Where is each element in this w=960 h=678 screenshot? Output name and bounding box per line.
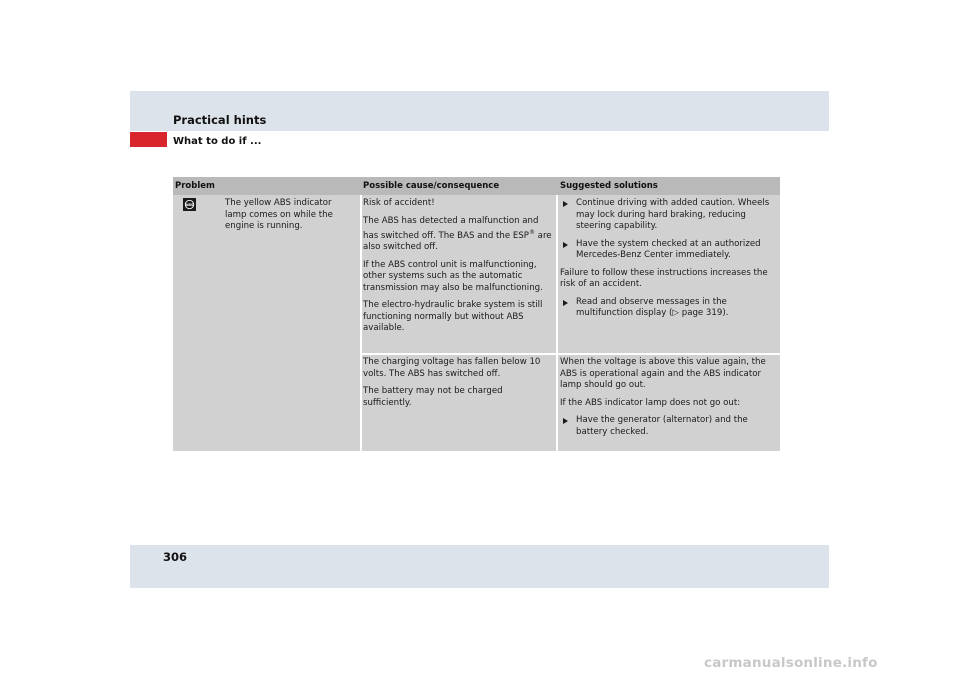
cause-warning: Risk of accident!: [363, 198, 435, 208]
svg-text:ABS: ABS: [185, 203, 194, 208]
section-marker: [130, 132, 167, 147]
solution-step: Continue driving with added caution. Wheels may lock during hard braking, reducing steering capability.: [560, 198, 778, 233]
footer-band: [130, 545, 829, 588]
solution-cell-1: [560, 198, 778, 326]
page-number: 306: [163, 550, 188, 564]
abs-warning-icon: [183, 198, 196, 211]
cause-text: The battery may not be charged sufficiently.: [363, 386, 503, 408]
section-title: Practical hints: [173, 113, 267, 127]
cause-text: The charging voltage has fallen below 10 volts. The ABS has switched off.: [363, 357, 541, 379]
column-header-solutions: Suggested solutions: [560, 181, 658, 191]
cause-cell-2: [363, 357, 548, 415]
column-header-problem: Problem: [175, 181, 215, 191]
solution-text: When the voltage is above this value again, the ABS is operational again and the ABS indicator lamp should go out.: [560, 357, 766, 390]
solution-step: Have the generator (alternator) and the battery checked.: [560, 415, 778, 438]
row-divider: [362, 353, 780, 355]
column-divider: [556, 195, 558, 451]
solution-step: Read and observe messages in the multifunction display (▷ page 319).: [560, 297, 778, 320]
watermark: carmanualsonline.info: [704, 655, 878, 671]
table-header-row: [173, 177, 780, 195]
bullet-arrow-icon: [563, 242, 568, 248]
cause-text: The ABS has detected a malfunction and has switched off. The BAS and the ESP® are also switched off.: [363, 215, 552, 253]
solution-step: Have the system checked at an authorized Mercedes-Benz Center immediately.: [560, 239, 778, 262]
bullet-arrow-icon: [563, 300, 568, 306]
cause-cell-1: [363, 198, 555, 341]
column-header-cause: Possible cause/consequence: [363, 181, 500, 191]
cause-text: If the ABS control unit is malfunctioning, other systems such as the automatic transmission may also be malfunctioning.: [363, 259, 543, 293]
problem-text: The yellow ABS indicator lamp comes on while the engine is running.: [225, 198, 333, 231]
solution-note: Failure to follow these instructions increases the risk of an accident.: [560, 267, 768, 289]
bullet-arrow-icon: [563, 201, 568, 207]
bullet-arrow-icon: [563, 418, 568, 424]
column-divider: [360, 195, 362, 451]
cause-text: The electro-hydraulic brake system is still functioning normally but without ABS available.: [363, 300, 543, 334]
subsection-title: What to do if ...: [173, 136, 262, 147]
solution-cell-2: [560, 357, 778, 444]
solution-text: If the ABS indicator lamp does not go out:: [560, 397, 741, 408]
